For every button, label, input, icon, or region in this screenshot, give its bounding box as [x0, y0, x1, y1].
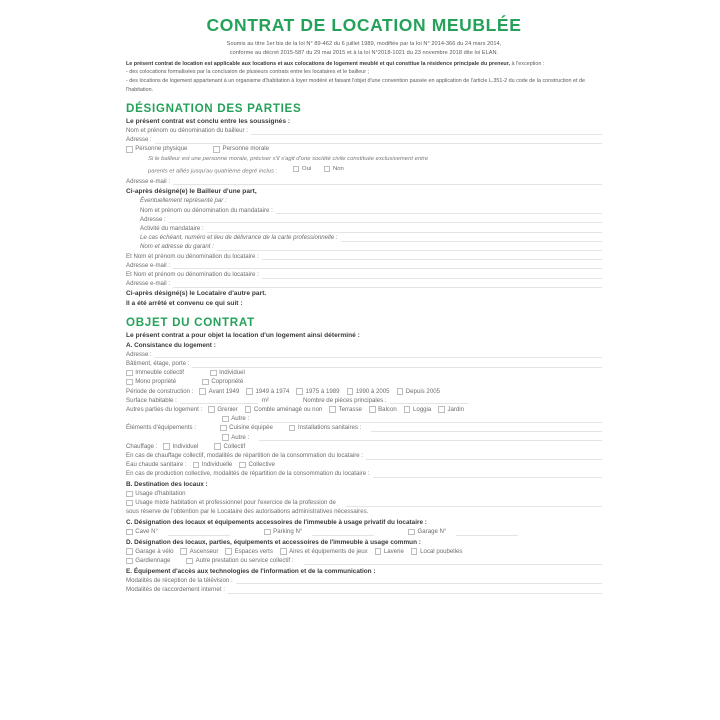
checkbox-icon[interactable]: [222, 416, 229, 423]
locataire-designation: Ci-après désigné(s) le Locataire d'autre part.: [126, 290, 267, 298]
field-label: Autres parties du logement :: [126, 405, 203, 413]
checkbox-label: Jardin: [447, 405, 465, 413]
heating-row[interactable]: [126, 443, 602, 451]
common-areas-row-2[interactable]: [126, 557, 602, 565]
field-input-line[interactable]: [155, 137, 602, 144]
field-input-line[interactable]: [259, 416, 602, 423]
field-label: Nom et prénom ou dénomination du mandataire :: [140, 206, 273, 214]
field-input-line[interactable]: [207, 226, 602, 233]
rooms-label: Nombre de pièces principales :: [302, 396, 387, 404]
field-input-line[interactable]: [173, 178, 602, 185]
field-label: Eau chaude sanitaire :: [126, 461, 187, 469]
construction-period-row[interactable]: [126, 388, 602, 396]
checkbox-label: Loggia: [412, 405, 432, 413]
checkbox-icon[interactable]: [126, 370, 133, 377]
field-tv-reception[interactable]: [126, 577, 602, 585]
field-label: En cas de production collective, modalités de répartition de la consommation du locataire :: [126, 470, 370, 478]
field-logement-address[interactable]: [126, 351, 602, 359]
checkbox-icon[interactable]: [246, 388, 253, 395]
field-input-line[interactable]: [155, 351, 602, 358]
field-input-line[interactable]: [304, 558, 602, 565]
checkbox-icon[interactable]: [296, 388, 303, 395]
subsection-b-title: B. Destination des locaux :: [126, 481, 208, 488]
checkbox-label: Depuis 2005: [405, 387, 440, 395]
usage-habitation-row[interactable]: [126, 490, 602, 498]
field-locataire-email-2[interactable]: [126, 280, 602, 288]
field-represented-by: [126, 197, 602, 205]
field-carte-professionnelle[interactable]: [126, 234, 602, 242]
surface-and-rooms-row[interactable]: [126, 397, 602, 405]
checkbox-label: Cuisine équipée: [229, 424, 273, 432]
field-input-line[interactable]: [259, 434, 602, 441]
building-type-row-2[interactable]: [126, 378, 602, 386]
checkbox-chauffage-individuel[interactable]: [163, 443, 198, 451]
checkbox-mono-propriete[interactable]: [126, 378, 176, 386]
checkbox-jardin[interactable]: [438, 406, 464, 414]
checkbox-depuis-2005[interactable]: [397, 388, 440, 396]
checkbox-installations-sanitaires[interactable]: [289, 424, 362, 432]
checkbox-label: Ascenseur: [189, 547, 219, 555]
checkbox-immeuble-collectif[interactable]: [126, 369, 184, 377]
checkbox-copropriete[interactable]: [202, 378, 243, 386]
person-type-row[interactable]: [126, 145, 602, 153]
field-label: En cas de chauffage collectif, modalités de répartition de la consommation du locataire :: [126, 451, 364, 459]
subsection-e-title: E. Équipement d'accès aux technologies de l'information et de la communication :: [126, 567, 376, 575]
agreement-line: Il a été arrêté et convenu ce qui suit :: [126, 299, 243, 307]
checkbox-label: Espaces verts: [234, 547, 273, 555]
building-type-row-1[interactable]: [126, 369, 602, 377]
checkbox-personne-morale[interactable]: [213, 145, 269, 153]
checkbox-icon[interactable]: [293, 166, 300, 173]
checkbox-icon[interactable]: [210, 370, 217, 377]
checkbox-eau-individuelle[interactable]: [193, 461, 233, 469]
field-input-line[interactable]: [276, 207, 602, 214]
checkbox-icon[interactable]: [163, 443, 170, 450]
field-input-line[interactable]: [173, 281, 602, 288]
law-reference-line-2: conforme au décret 2015-587 du 29 mai 2015 et à la loi N°2018-1021 du 23 novembre 2018 dite loi ELAN.: [229, 49, 499, 56]
heating-distribution-row[interactable]: [126, 452, 602, 460]
checkbox-label: Mono propriété: [135, 378, 177, 386]
other-parts-autre-row[interactable]: [126, 415, 602, 423]
checkbox-label: Balcon: [378, 405, 397, 413]
checkbox-icon[interactable]: [411, 548, 418, 555]
checkbox-icon[interactable]: [126, 548, 133, 555]
subsection-d-title: D. Désignation des locaux, parties, équipements et accessoires de l'immeuble à usage commun :: [126, 538, 421, 546]
subsection-a-title: A. Consistance du logement :: [126, 341, 216, 349]
checkbox-icon[interactable]: [199, 388, 206, 395]
checkbox-label: Collective: [248, 461, 275, 469]
usage-mixte-row[interactable]: [126, 499, 602, 507]
checkbox-oui[interactable]: [293, 165, 311, 174]
checkbox-label: 1990 à 2005: [355, 387, 390, 395]
checkbox-1975-1989[interactable]: [296, 388, 339, 396]
checkbox-icon[interactable]: [397, 388, 404, 395]
field-input-line[interactable]: [173, 262, 602, 269]
field-mandataire-address[interactable]: [126, 216, 602, 224]
field-input-line[interactable]: [217, 244, 602, 251]
field-bailleur-email[interactable]: [126, 178, 602, 186]
intro-bullet-2: - des locations de logement appartenant à un organisme d'habitation à loyer modéré et faisant l'objet d'une convention passée en application de l'article L.351-2 du code de la construction et de l'habitation.: [126, 78, 586, 93]
checkbox-cuisine-equipee[interactable]: [220, 424, 273, 432]
checkbox-icon[interactable]: [329, 406, 336, 413]
surface-input-line[interactable]: [180, 397, 258, 404]
subsection-c-title: C. Désignation des locaux et équipements accessoires de l'immeuble à usage privatif du locataire :: [126, 519, 427, 527]
checkbox-label: Gardiennage: [135, 557, 171, 565]
morale-note-line-2: parents et alliés jusqu'au quatrième degré inclus :: [148, 168, 278, 175]
field-label: Période de construction :: [126, 387, 194, 395]
checkbox-icon[interactable]: [126, 491, 133, 498]
checkbox-label: Non: [333, 165, 344, 172]
intro-rest-text: à l'exception :: [510, 60, 545, 67]
checkbox-label: Comble aménagé ou non: [253, 405, 323, 413]
field-input-line[interactable]: [169, 216, 602, 223]
checkbox-icon[interactable]: [126, 146, 133, 153]
checkbox-icon[interactable]: [214, 443, 221, 450]
field-mandataire-name[interactable]: [126, 207, 602, 215]
checkbox-icon[interactable]: [245, 406, 252, 413]
checkbox-balcon[interactable]: [369, 406, 397, 414]
checkbox-icon[interactable]: [408, 529, 415, 536]
checkbox-label: Collectif: [223, 442, 246, 450]
field-label: Nom et prénom ou dénomination du bailleur :: [126, 127, 248, 135]
checkbox-cave[interactable]: [126, 528, 158, 536]
intro-bullet-1: - des colocations formalisées par la conclusion de plusieurs contrats entre les locataires et le bailleur ;: [126, 69, 369, 76]
field-locataire-name-1[interactable]: [126, 253, 602, 261]
field-label: Modalités de réception de la télévision :: [126, 576, 233, 584]
intro-paragraph: [126, 60, 602, 95]
field-label: Adresse :: [126, 350, 152, 358]
section-heading-objet: OBJET DU CONTRAT: [126, 315, 255, 329]
checkbox-icon[interactable]: [404, 406, 411, 413]
checkbox-icon[interactable]: [208, 406, 215, 413]
checkbox-label: Terrasse: [338, 405, 362, 413]
checkbox-label: Immeuble collectif: [135, 369, 184, 377]
checkbox-grenier[interactable]: [208, 406, 238, 414]
common-areas-row-1[interactable]: [126, 548, 602, 556]
checkbox-label: Laverie: [383, 547, 404, 555]
field-internet-connection[interactable]: [126, 586, 602, 594]
checkbox-garage-velo[interactable]: [126, 548, 173, 556]
checkbox-icon[interactable]: [280, 548, 287, 555]
checkbox-icon[interactable]: [126, 529, 133, 536]
field-input-line[interactable]: [251, 128, 602, 135]
surface-unit: m²: [261, 396, 269, 404]
usage-mixte-note: sous réserve de l'obtention par le Locataire des autorisations administratives nécessaires.: [126, 508, 369, 516]
field-input-line[interactable]: [192, 361, 602, 368]
field-label: Bâtiment, étage, porte :: [126, 359, 190, 367]
checkbox-icon[interactable]: [225, 548, 232, 555]
bailleur-designation: Ci-après désigné(e) le Bailleur d'une part,: [126, 187, 257, 195]
checkbox-label: Oui: [302, 165, 312, 172]
field-input-line[interactable]: [228, 587, 602, 594]
checkbox-icon[interactable]: [239, 462, 246, 469]
checkbox-eau-collective[interactable]: [239, 461, 275, 469]
checkbox-espaces-verts[interactable]: [225, 548, 272, 556]
field-input-line[interactable]: [341, 235, 603, 242]
field-label: Le cas échéant, numéro et lieu de délivrance de la carte professionnelle :: [140, 234, 338, 242]
checkbox-chauffage-collectif[interactable]: [214, 443, 245, 451]
objet-lead: Le présent contrat a pour objet la location d'un logement ainsi déterminé :: [126, 331, 360, 339]
field-label: Adresse e-mail :: [126, 261, 171, 269]
checkbox-label: Usage d'habitation: [135, 490, 186, 497]
checkbox-icon[interactable]: [264, 529, 271, 536]
field-label: Et Nom et prénom ou dénomination du locataire :: [126, 252, 259, 260]
checkbox-non[interactable]: [324, 165, 344, 174]
cave-input-line[interactable]: [168, 529, 230, 536]
checkbox-icon[interactable]: [324, 166, 331, 173]
checkbox-1990-2005[interactable]: [347, 388, 390, 396]
checkbox-label: Usage mixte habitation et professionnel pour l'exercice de la profession de: [135, 499, 336, 507]
field-label: Chauffage :: [126, 442, 158, 450]
checkbox-loggia[interactable]: [404, 406, 432, 414]
intro-bold-text: Le présent contrat de location est applicable aux locations et aux colocations de logement meublé et qui constitue la résidence principale du preneur,: [126, 60, 511, 67]
law-reference-line-1: Soumis au titre 1er bis de la loi N° 89-462 du 6 juillet 1989, modifiée par la loi N° 2014-366 du 24 mars 2014,: [226, 41, 502, 48]
morale-note-row[interactable]: [126, 165, 602, 177]
checkbox-label: Individuelle: [201, 461, 233, 469]
field-input-line[interactable]: [236, 577, 602, 584]
private-annexes-row[interactable]: [126, 528, 602, 536]
checkbox-icon[interactable]: [375, 548, 382, 555]
checkbox-label: Installations sanitaires :: [298, 424, 362, 432]
equipment-row[interactable]: [126, 424, 602, 432]
field-bailleur-address[interactable]: [126, 136, 602, 144]
checkbox-local-poubelles[interactable]: [411, 548, 463, 556]
page-title: CONTRAT DE LOCATION MEUBLÉE: [206, 15, 522, 35]
field-label: Adresse :: [126, 136, 152, 144]
field-locataire-name-2[interactable]: [126, 271, 602, 279]
rooms-input-line[interactable]: [390, 397, 468, 404]
field-label: Adresse e-mail :: [126, 280, 171, 288]
checkbox-label: Garage à vélo: [135, 547, 174, 555]
checkbox-autre-equipement[interactable]: [222, 434, 249, 442]
hotwater-distribution-row[interactable]: [126, 470, 602, 478]
checkbox-personne-physique[interactable]: [126, 145, 187, 153]
field-label: Éléments d'équipements :: [126, 424, 196, 432]
field-input-line[interactable]: [371, 425, 602, 432]
field-bailleur-name[interactable]: [126, 127, 602, 135]
checkbox-icon[interactable]: [126, 558, 133, 565]
checkbox-icon[interactable]: [186, 558, 193, 565]
checkbox-icon[interactable]: [213, 146, 220, 153]
checkbox-icon[interactable]: [438, 406, 445, 413]
checkbox-avant-1949[interactable]: [199, 388, 239, 396]
checkbox-label: Garage N°: [417, 528, 447, 536]
other-parts-row[interactable]: [126, 406, 602, 414]
checkbox-label: 1949 à 1974: [255, 387, 290, 395]
field-label: Et Nom et prénom ou dénomination du locataire :: [126, 270, 259, 278]
field-label: Adresse :: [140, 215, 166, 223]
checkbox-icon[interactable]: [126, 500, 133, 507]
checkbox-ascenseur[interactable]: [180, 548, 218, 556]
checkbox-label: Individuel: [172, 442, 199, 450]
checkbox-label: Cave N°: [135, 528, 158, 536]
field-label: Activité du mandataire :: [140, 224, 204, 232]
garage-input-line[interactable]: [456, 529, 518, 536]
checkbox-icon[interactable]: [180, 548, 187, 555]
checkbox-label: 1975 à 1989: [305, 387, 340, 395]
checkbox-label: Personne physique: [135, 145, 188, 153]
field-label: Modalités de raccordement internet :: [126, 585, 225, 593]
checkbox-icon[interactable]: [289, 425, 296, 432]
field-mandataire-activity[interactable]: [126, 225, 602, 233]
checkbox-label: Parking N°: [273, 528, 303, 536]
checkbox-individuel[interactable]: [210, 369, 245, 377]
checkbox-1949-1974[interactable]: [246, 388, 289, 396]
checkbox-aires-jeux[interactable]: [280, 548, 368, 556]
field-input-line[interactable]: [346, 500, 602, 507]
checkbox-icon[interactable]: [126, 379, 133, 386]
checkbox-label: Personne morale: [222, 145, 269, 153]
checkbox-comble[interactable]: [245, 406, 323, 414]
checkbox-gardiennage[interactable]: [126, 557, 170, 565]
equipment-autre-row[interactable]: [126, 434, 602, 442]
checkbox-terrasse[interactable]: [329, 406, 362, 414]
checkbox-laverie[interactable]: [375, 548, 404, 556]
section-heading-parties: DÉSIGNATION DES PARTIES: [126, 101, 302, 115]
hotwater-row[interactable]: [126, 461, 602, 469]
field-input-line[interactable]: [262, 253, 602, 260]
field-locataire-email-1[interactable]: [126, 262, 602, 270]
checkbox-autre-partie[interactable]: [222, 415, 249, 423]
parking-input-line[interactable]: [312, 529, 374, 536]
checkbox-label: Avant 1949: [208, 387, 240, 395]
field-input-line[interactable]: [366, 453, 602, 460]
checkbox-label: Local poubelles: [420, 547, 463, 555]
field-input-line[interactable]: [373, 471, 602, 478]
checkbox-icon[interactable]: [347, 388, 354, 395]
checkbox-autre-prestation[interactable]: [186, 557, 293, 565]
checkbox-icon[interactable]: [193, 462, 200, 469]
checkbox-label: Grenier: [217, 405, 238, 413]
checkbox-parking[interactable]: [264, 528, 302, 536]
morale-note-line-1: Si le bailleur est une personne morale, préciser s'il s'agit d'une société civile constituée exclusivement entre: [148, 155, 429, 162]
checkbox-label: Aires et équipements de jeux: [289, 547, 368, 555]
field-building-floor-door[interactable]: [126, 360, 602, 368]
field-garant[interactable]: [126, 243, 602, 251]
checkbox-usage-habitation[interactable]: [126, 490, 185, 498]
field-input-line[interactable]: [262, 272, 602, 279]
checkbox-label: Copropriété: [211, 378, 244, 386]
checkbox-icon[interactable]: [202, 379, 209, 386]
checkbox-label: Autre prestation ou service collectif :: [195, 557, 294, 565]
checkbox-icon[interactable]: [369, 406, 376, 413]
checkbox-label: Autre :: [231, 415, 250, 423]
checkbox-label: Autre :: [231, 433, 250, 441]
field-label: Éventuellement représenté par :: [140, 197, 227, 205]
checkbox-label: Individuel: [219, 369, 245, 377]
checkbox-garage[interactable]: [408, 528, 446, 536]
surface-label: Surface habitable :: [126, 396, 177, 404]
checkbox-icon[interactable]: [222, 434, 229, 441]
parties-lead: Le présent contrat est conclu entre les soussignés :: [126, 117, 291, 125]
checkbox-usage-mixte[interactable]: [126, 499, 336, 507]
field-label: Adresse e-mail :: [126, 177, 171, 185]
field-label: Nom et adresse du garant :: [140, 243, 214, 251]
checkbox-icon[interactable]: [220, 425, 227, 432]
